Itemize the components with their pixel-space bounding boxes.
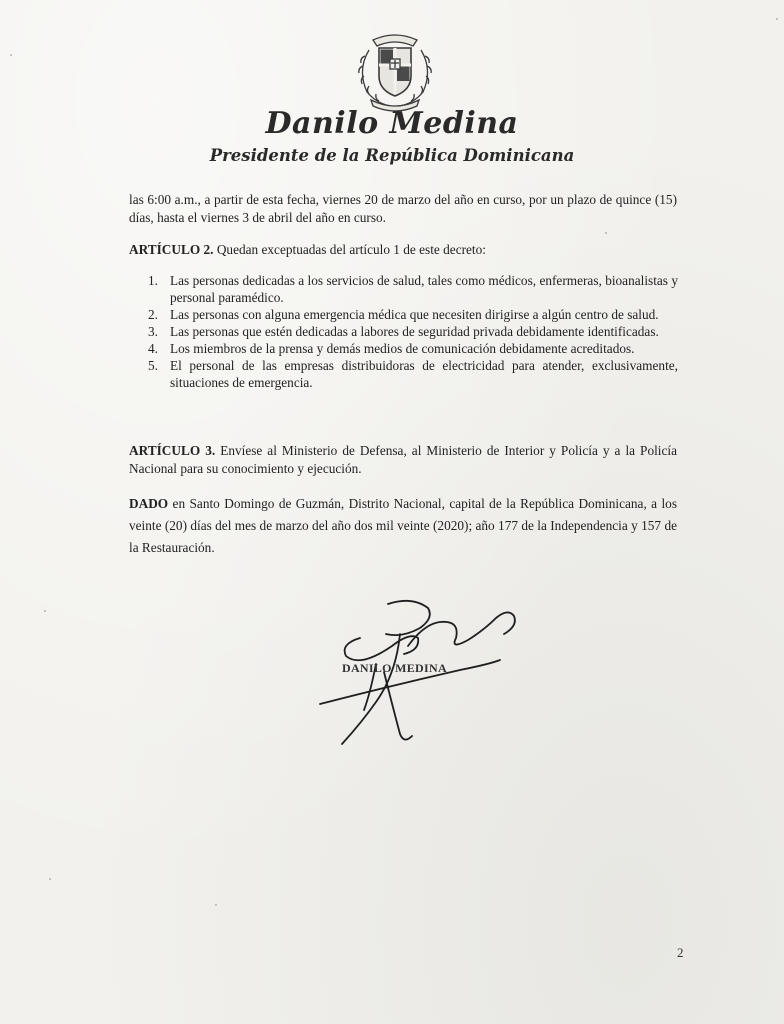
list-item [148,306,678,323]
list-item-number: 2. [148,307,158,322]
scan-speck [605,232,607,234]
articulo-3-heading: ARTÍCULO 3. [129,443,216,458]
coat-of-arms-icon [351,26,439,114]
articulo-2-text: Quedan exceptuadas del artículo 1 de este decreto: [213,242,486,257]
scan-speck [10,54,12,56]
scan-speck [44,610,46,612]
header-title: Presidente de la República Dominicana [209,146,575,165]
signature-name: DANILO MEDINA [342,661,447,675]
intro-paragraph: las 6:00 a.m., a partir de esta fecha, viernes 20 de marzo del año en curso, por un plazo de quince (15) días, hasta el viernes 3 de abril del año en curso. [129,192,677,225]
header-name: Danilo Medina [265,106,519,141]
dado-heading: DADO [129,496,169,511]
articulo-2-paragraph [129,241,677,259]
list-item-number: 4. [148,341,158,356]
list-item [148,272,678,306]
articulo-3-text: Envíese al Ministerio de Defensa, al Ministerio de Interior y Policía y a la Policía Nacional para su conocimiento y ejecución. [129,443,677,476]
scan-speck [49,878,51,880]
dado-text: en Santo Domingo de Guzmán, Distrito Nacional, capital de la República Dominicana, a los veinte (20) días del mes de marzo del año dos mil veinte (2020); año 177 de la Independencia y 157 de la Restauración. [129,496,677,555]
list-item-number: 3. [148,324,158,339]
list-item-text: Las personas con alguna emergencia médica que necesiten dirigirse a algún centro de salud. [170,307,659,322]
page-number: 2 [677,945,684,960]
list-item-text: Las personas que estén dedicadas a labores de seguridad privada debidamente identificadas. [170,324,659,339]
list-item [148,323,678,340]
list-item-text: Las personas dedicadas a los servicios de salud, tales como médicos, enfermeras, bioanalistas y personal paramédico. [170,273,678,305]
exceptions-list [148,272,678,391]
list-item [148,340,678,357]
articulo-2-heading: ARTÍCULO 2. [129,242,214,257]
list-item-number: 1. [148,273,158,288]
scan-speck [215,904,217,906]
dado-paragraph [129,493,677,559]
list-item-text: Los miembros de la prensa y demás medios de comunicación debidamente acreditados. [170,341,635,356]
list-item-text: El personal de las empresas distribuidoras de electricidad para atender, exclusivamente, situaciones de emergencia. [170,358,678,390]
list-item [148,357,678,391]
list-item-number: 5. [148,358,158,373]
scan-speck [776,18,778,20]
articulo-3-paragraph [129,442,677,478]
